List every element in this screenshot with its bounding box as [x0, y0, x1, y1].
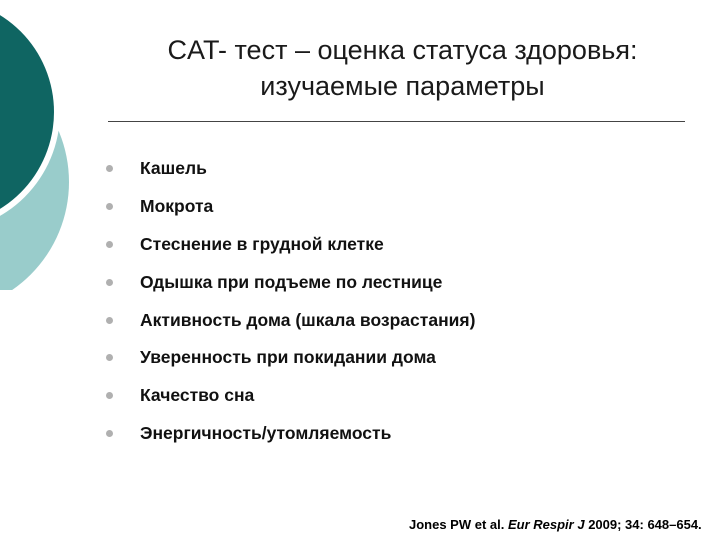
list-item-text: Активность дома (шкала возрастания) [140, 309, 476, 330]
bullet-icon [106, 317, 113, 324]
citation-journal: Eur Respir J [507, 517, 585, 532]
bullet-icon [106, 241, 113, 248]
list-item-text: Мокрота [140, 196, 214, 217]
list-item-text: Кашель [140, 158, 207, 179]
bullet-icon [106, 165, 113, 172]
slide-title-line-2: изучаемые параметры [260, 71, 545, 101]
bullet-icon [106, 354, 113, 361]
slide-title-line-1: CAT- тест – оценка статуса здоровья: [167, 35, 638, 65]
list-item-text: Уверенность при покидании дома [140, 347, 436, 368]
list-item-text: Стеснение в грудной клетке [140, 233, 384, 254]
bullet-icon [106, 392, 113, 399]
list-item-text: Одышка при подъеме по лестнице [140, 271, 443, 292]
bullet-icon [106, 203, 113, 210]
decorative-circles [0, 0, 80, 290]
list-item-text: Энергичность/утомляемость [140, 422, 392, 443]
citation-details: 2009; 34: 648–654. [584, 517, 702, 532]
title-divider [108, 121, 685, 122]
bullet-icon [106, 430, 113, 437]
citation [409, 517, 702, 532]
slide-title [110, 32, 695, 104]
citation-authors: Jones PW et al. [409, 517, 508, 532]
bullet-icon [106, 279, 113, 286]
list-item-text: Качество сна [140, 385, 255, 406]
